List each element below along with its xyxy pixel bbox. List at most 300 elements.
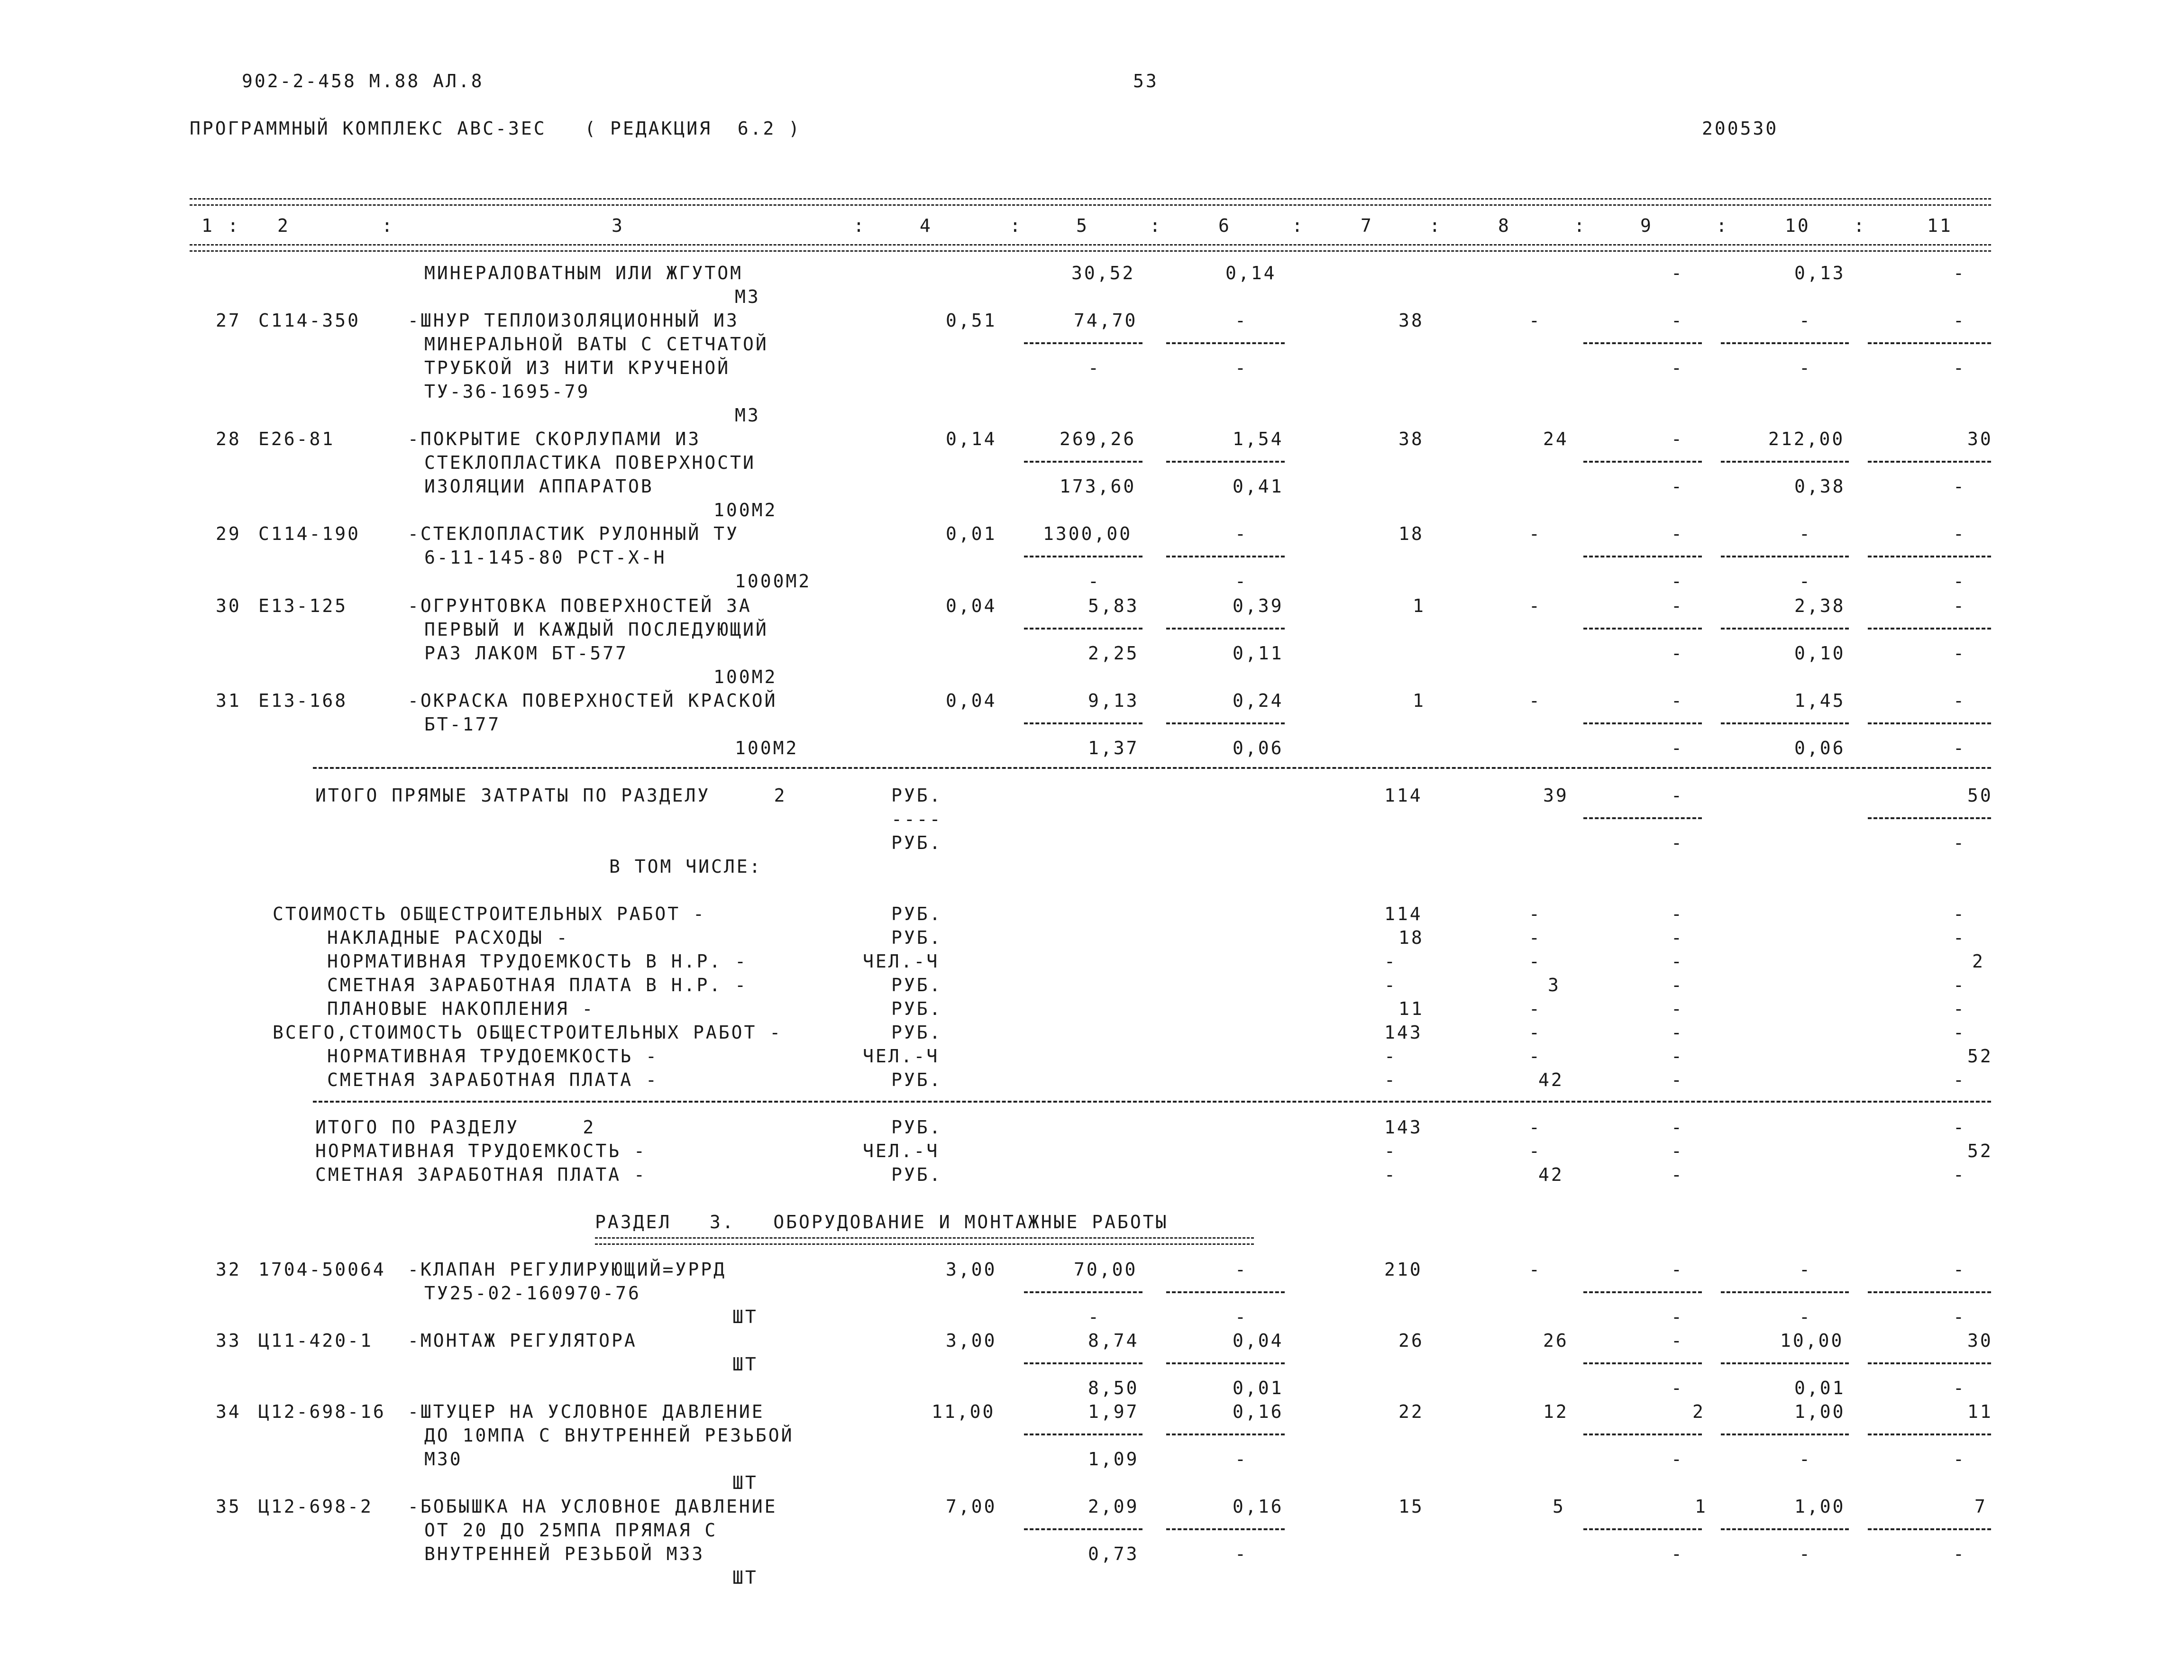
cell-divider bbox=[1583, 1362, 1702, 1364]
unit-of-measure: РУБ. bbox=[891, 927, 942, 948]
cell-col11: - bbox=[1953, 1069, 1966, 1090]
cell-col6: 0,14 bbox=[1225, 263, 1277, 283]
item-description: -ШНУР ТЕПЛОИЗОЛЯЦИОННЫЙ ИЗ bbox=[408, 310, 739, 331]
column-header: 5 bbox=[1076, 215, 1089, 236]
item-description: ДО 10МПА С ВНУТРЕННЕЙ РЕЗЬБОЙ bbox=[424, 1425, 794, 1446]
document-code: 200530 bbox=[1702, 118, 1779, 139]
cell-col10: 10,00 bbox=[1780, 1330, 1844, 1351]
cell-col6: - bbox=[1235, 1449, 1248, 1470]
cell-col10: 1,00 bbox=[1794, 1401, 1846, 1422]
column-separator: : bbox=[228, 215, 240, 236]
cell-col8: - bbox=[1529, 904, 1542, 924]
cell-col9: - bbox=[1671, 1378, 1684, 1398]
cell-col6: - bbox=[1235, 357, 1248, 378]
cell-col10: 0,38 bbox=[1794, 476, 1846, 497]
total-label: ИТОГО ПРЯМЫЕ ЗАТРАТЫ ПО РАЗДЕЛУ 2 bbox=[315, 785, 787, 806]
cell-divider bbox=[1868, 556, 1991, 557]
cell-col7: 114 bbox=[1384, 785, 1423, 806]
quantity: 7,00 bbox=[946, 1496, 997, 1517]
summary-label: ВСЕГО,СТОИМОСТЬ ОБЩЕСТРОИТЕЛЬНЫХ РАБОТ - bbox=[273, 1022, 783, 1043]
cell-col9: - bbox=[1671, 476, 1684, 497]
section-title: РАЗДЕЛ 3. ОБОРУДОВАНИЕ И МОНТАЖНЫЕ РАБОТЫ bbox=[595, 1212, 1169, 1233]
cell-divider bbox=[1721, 556, 1849, 557]
item-description: -КЛАПАН РЕГУЛИРУЮЩИЙ=УРРД bbox=[408, 1259, 726, 1280]
column-header: 9 bbox=[1640, 215, 1653, 236]
item-description: ТРУБКОЙ ИЗ НИТИ КРУЧЕНОЙ bbox=[424, 357, 731, 378]
cell-col7: 18 bbox=[1398, 523, 1424, 544]
cell-col6: 1,54 bbox=[1233, 429, 1284, 449]
cell-col10: - bbox=[1799, 1543, 1812, 1564]
item-description: -БОБЫШКА НА УСЛОВНОЕ ДАВЛЕНИЕ bbox=[408, 1496, 777, 1517]
header-bottom-rule bbox=[190, 244, 1991, 252]
cell-divider bbox=[1583, 1433, 1702, 1435]
cell-col9: - bbox=[1671, 429, 1684, 449]
cell-divider bbox=[1868, 1433, 1991, 1435]
column-separator: : bbox=[1574, 215, 1587, 236]
summary-label: ИТОГО ПО РАЗДЕЛУ 2 bbox=[315, 1117, 596, 1138]
cell-divider bbox=[1868, 628, 1991, 630]
cell-divider bbox=[1721, 722, 1849, 724]
summary-label: НОРМАТИВНАЯ ТРУДОЕМКОСТЬ - bbox=[327, 1046, 658, 1067]
quantity: 11,00 bbox=[932, 1401, 996, 1422]
cell-col7: 1 bbox=[1413, 595, 1426, 616]
column-separator: : bbox=[382, 215, 394, 236]
quantity: 3,00 bbox=[946, 1259, 997, 1280]
cell-col7: 38 bbox=[1398, 310, 1424, 331]
cell-col11: - bbox=[1953, 1306, 1966, 1327]
cell-col9: - bbox=[1671, 263, 1684, 283]
cell-col11: - bbox=[1953, 643, 1966, 664]
unit-of-measure: РУБ. bbox=[891, 1117, 942, 1138]
quantity: 0,04 bbox=[946, 690, 997, 711]
cell-col10: 0,10 bbox=[1794, 643, 1846, 664]
unit-of-measure: 100М2 bbox=[735, 738, 799, 758]
price-code: Ц12-698-16 bbox=[258, 1401, 386, 1422]
item-description: -ШТУЦЕР НА УСЛОВНОЕ ДАВЛЕНИЕ bbox=[408, 1401, 765, 1422]
cell-col9: - bbox=[1671, 1543, 1684, 1564]
cell-col9: - bbox=[1671, 571, 1684, 592]
cell-col6: - bbox=[1235, 1543, 1248, 1564]
cell-col11: 11 bbox=[1967, 1401, 1993, 1422]
cell-col9: - bbox=[1671, 1069, 1684, 1090]
doc-reference: 902-2-458 М.88 АЛ.8 bbox=[242, 71, 484, 91]
unit-of-measure: ШТ bbox=[732, 1306, 758, 1327]
cell-col8: - bbox=[1529, 595, 1542, 616]
cell-col9: - bbox=[1671, 1259, 1684, 1280]
cell-divider bbox=[1868, 1528, 1991, 1530]
summary-label: НАКЛАДНЫЕ РАСХОДЫ - bbox=[327, 927, 569, 948]
cell-divider bbox=[1583, 1528, 1702, 1530]
cell-col8: - bbox=[1529, 523, 1542, 544]
cell-col8: - bbox=[1529, 1046, 1542, 1067]
cell-col8: - bbox=[1529, 951, 1542, 972]
item-description: МИНЕРАЛЬНОЙ ВАТЫ С СЕТЧАТОЙ bbox=[424, 334, 768, 355]
cell-col10: - bbox=[1799, 1259, 1812, 1280]
cell-col7: 143 bbox=[1384, 1022, 1423, 1043]
cell-col10: 1,45 bbox=[1794, 690, 1846, 711]
quantity: 0,04 bbox=[946, 595, 997, 616]
item-description: ТУ-36-1695-79 bbox=[424, 381, 590, 402]
column-header: 8 bbox=[1498, 215, 1511, 236]
cell-col11: - bbox=[1953, 263, 1966, 283]
unit-of-measure: ШТ bbox=[732, 1354, 758, 1375]
price-code: С114-190 bbox=[258, 523, 361, 544]
cell-col8: - bbox=[1529, 1022, 1542, 1043]
cell-col10: - bbox=[1799, 310, 1812, 331]
summary-label: ПЛАНОВЫЕ НАКОПЛЕНИЯ - bbox=[327, 998, 595, 1019]
cell-col11: - bbox=[1953, 523, 1966, 544]
row-number: 34 bbox=[216, 1401, 241, 1422]
cell-col5: 269,26 bbox=[1060, 429, 1136, 449]
cell-divider bbox=[1024, 722, 1142, 724]
cell-divider bbox=[1024, 342, 1142, 344]
item-description: -СТЕКЛОПЛАСТИК РУЛОННЫЙ ТУ bbox=[408, 523, 739, 544]
summary-label: НОРМАТИВНАЯ ТРУДОЕМКОСТЬ - bbox=[315, 1141, 647, 1161]
cell-divider bbox=[1024, 628, 1142, 630]
cell-divider bbox=[1583, 556, 1702, 557]
cell-col11: 30 bbox=[1967, 1330, 1993, 1351]
cell-col9: - bbox=[1671, 927, 1684, 948]
cell-divider bbox=[1721, 628, 1849, 630]
cell-col10: 0,06 bbox=[1794, 738, 1846, 758]
cell-divider bbox=[1583, 1291, 1702, 1293]
column-header: 6 bbox=[1218, 215, 1231, 236]
cell-col5: 2,25 bbox=[1088, 643, 1139, 664]
cell-col5: 0,73 bbox=[1088, 1543, 1139, 1564]
cell-col5: 1,09 bbox=[1088, 1449, 1139, 1470]
item-description: М30 bbox=[424, 1449, 463, 1470]
cell-col9: - bbox=[1671, 1141, 1684, 1161]
cell-divider bbox=[1721, 342, 1849, 344]
summary-label: НОРМАТИВНАЯ ТРУДОЕМКОСТЬ В Н.Р. - bbox=[327, 951, 748, 972]
row-number: 29 bbox=[216, 523, 241, 544]
cell-col8: 24 bbox=[1543, 429, 1569, 449]
cell-col9: - bbox=[1671, 951, 1684, 972]
cell-col7: 22 bbox=[1398, 1401, 1424, 1422]
cell-divider bbox=[1868, 1362, 1991, 1364]
cell-col9: - bbox=[1671, 832, 1684, 853]
cell-divider bbox=[1024, 1433, 1142, 1435]
column-separator: : bbox=[1292, 215, 1305, 236]
cell-col10: 0,13 bbox=[1794, 263, 1846, 283]
cell-divider bbox=[1024, 1362, 1142, 1364]
cell-divider bbox=[1868, 342, 1991, 344]
cell-col7: 114 bbox=[1384, 904, 1423, 924]
price-code: Ц12-698-2 bbox=[258, 1496, 373, 1517]
column-separator: : bbox=[1429, 215, 1442, 236]
cell-col6: 0,39 bbox=[1233, 595, 1284, 616]
item-description: МИНЕРАЛОВАТНЫМ ИЛИ ЖГУТОМ bbox=[424, 263, 743, 283]
cell-col5: 8,74 bbox=[1088, 1330, 1139, 1351]
cell-col11: - bbox=[1953, 1259, 1966, 1280]
item-description: -ОГРУНТОВКА ПОВЕРХНОСТЕЙ ЗА bbox=[408, 595, 752, 616]
cell-col9: - bbox=[1671, 1046, 1684, 1067]
cell-col9: - bbox=[1671, 1306, 1684, 1327]
cell-col7: - bbox=[1384, 1141, 1397, 1161]
cell-col11: - bbox=[1953, 310, 1966, 331]
unit-of-measure: РУБ. bbox=[891, 1022, 942, 1043]
column-header: 3 bbox=[612, 215, 624, 236]
cell-divider bbox=[1166, 1291, 1285, 1293]
cell-col10: - bbox=[1799, 1449, 1812, 1470]
item-description: ОТ 20 ДО 25МПА ПРЯМАЯ С bbox=[424, 1520, 718, 1541]
cell-col5: - bbox=[1088, 1306, 1101, 1327]
item-description: ПЕРВЫЙ И КАЖДЫЙ ПОСЛЕДУЮЩИЙ bbox=[424, 619, 768, 640]
cell-col7: - bbox=[1384, 1164, 1397, 1185]
cell-col8: - bbox=[1529, 1259, 1542, 1280]
cell-col8: - bbox=[1529, 1117, 1542, 1138]
item-description: ТУ25-02-160970-76 bbox=[424, 1283, 641, 1304]
cell-col9: - bbox=[1671, 690, 1684, 711]
item-description: ВНУТРЕННЕЙ РЕЗЬБОЙ М33 bbox=[424, 1543, 705, 1564]
cell-col6: 0,01 bbox=[1233, 1378, 1284, 1398]
row-number: 27 bbox=[216, 310, 241, 331]
unit-of-measure: РУБ. bbox=[891, 975, 942, 995]
cell-col7: - bbox=[1384, 1046, 1397, 1067]
dash-underline: ---- bbox=[891, 809, 942, 830]
section-title-underline bbox=[595, 1237, 1254, 1245]
cell-divider bbox=[1721, 1291, 1849, 1293]
cell-col8: - bbox=[1529, 690, 1542, 711]
unit-of-measure: РУБ. bbox=[891, 1164, 942, 1185]
cell-col5: 70,00 bbox=[1074, 1259, 1138, 1280]
cell-col9: - bbox=[1671, 310, 1684, 331]
cell-col11: - bbox=[1953, 1164, 1966, 1185]
cell-col6: - bbox=[1235, 1259, 1248, 1280]
cell-col5: - bbox=[1088, 357, 1101, 378]
summary-label: СМЕТНАЯ ЗАРАБОТНАЯ ПЛАТА В Н.Р. - bbox=[327, 975, 748, 995]
cell-col11: - bbox=[1953, 738, 1966, 758]
cell-col11: - bbox=[1953, 1378, 1966, 1398]
cell-divider bbox=[1166, 1528, 1285, 1530]
cell-col9: - bbox=[1671, 1117, 1684, 1138]
cell-col5: 1,97 bbox=[1088, 1401, 1139, 1422]
cell-col9: - bbox=[1671, 998, 1684, 1019]
summary-label: СТОИМОСТЬ ОБЩЕСТРОИТЕЛЬНЫХ РАБОТ - bbox=[273, 904, 706, 924]
item-description: 6-11-145-80 РСТ-Х-Н bbox=[424, 547, 667, 568]
cell-col5: 5,83 bbox=[1088, 595, 1139, 616]
cell-col7: 26 bbox=[1398, 1330, 1424, 1351]
item-description: -ОКРАСКА ПОВЕРХНОСТЕЙ КРАСКОЙ bbox=[408, 690, 777, 711]
cell-col10: 1,00 bbox=[1794, 1496, 1846, 1517]
row-number: 30 bbox=[216, 595, 241, 616]
cell-col6: 0,24 bbox=[1233, 690, 1284, 711]
row-number: 32 bbox=[216, 1259, 241, 1280]
item-description: СТЕКЛОПЛАСТИКА ПОВЕРХНОСТИ bbox=[424, 452, 756, 473]
column-header: 1 bbox=[201, 215, 214, 236]
cell-divider bbox=[1166, 1433, 1285, 1435]
cell-col5: 1300,00 bbox=[1043, 523, 1133, 544]
cell-col7: 11 bbox=[1398, 998, 1424, 1019]
cell-col5: 173,60 bbox=[1060, 476, 1136, 497]
quantity: 3,00 bbox=[946, 1330, 997, 1351]
cell-col8: - bbox=[1529, 310, 1542, 331]
column-header: 11 bbox=[1927, 215, 1953, 236]
cell-col5: 9,13 bbox=[1088, 690, 1139, 711]
cell-col5: 8,50 bbox=[1088, 1378, 1139, 1398]
column-separator: : bbox=[853, 215, 866, 236]
cell-col5: 2,09 bbox=[1088, 1496, 1139, 1517]
cell-col8: 26 bbox=[1543, 1330, 1569, 1351]
cell-col6: - bbox=[1235, 571, 1248, 592]
cell-col10: - bbox=[1799, 571, 1812, 592]
cell-col10: 2,38 bbox=[1794, 595, 1846, 616]
cell-divider bbox=[1721, 461, 1849, 463]
cell-col11: - bbox=[1953, 904, 1966, 924]
cell-divider bbox=[1166, 1362, 1285, 1364]
cell-col5: - bbox=[1088, 571, 1101, 592]
column-header: 4 bbox=[920, 215, 932, 236]
section-rule bbox=[313, 1101, 1991, 1103]
cell-col9: - bbox=[1671, 785, 1684, 806]
cell-col11: - bbox=[1953, 476, 1966, 497]
cell-divider bbox=[1024, 556, 1142, 557]
item-description: БТ-177 bbox=[424, 714, 501, 735]
column-separator: : bbox=[1716, 215, 1729, 236]
cell-col8: 12 bbox=[1543, 1401, 1569, 1422]
cell-col6: - bbox=[1235, 1306, 1248, 1327]
cell-col9: - bbox=[1671, 357, 1684, 378]
cell-col11: 52 bbox=[1967, 1141, 1993, 1161]
cell-col9: - bbox=[1671, 1164, 1684, 1185]
column-separator: : bbox=[1150, 215, 1162, 236]
summary-label: СМЕТНАЯ ЗАРАБОТНАЯ ПЛАТА - bbox=[327, 1069, 658, 1090]
cell-col9: - bbox=[1671, 738, 1684, 758]
page-number: 53 bbox=[1133, 71, 1159, 91]
cell-col11: - bbox=[1953, 595, 1966, 616]
cell-col7: - bbox=[1384, 975, 1397, 995]
table-top-rule bbox=[190, 198, 1991, 206]
quantity: 0,01 bbox=[946, 523, 997, 544]
cell-col9: - bbox=[1671, 523, 1684, 544]
cell-col11: - bbox=[1953, 975, 1966, 995]
cell-col9: - bbox=[1671, 643, 1684, 664]
quantity: 0,14 bbox=[946, 429, 997, 449]
cell-col5: 74,70 bbox=[1074, 310, 1138, 331]
unit-of-measure: 100М2 bbox=[713, 500, 777, 520]
cell-divider bbox=[1166, 628, 1285, 630]
cell-col11: - bbox=[1953, 998, 1966, 1019]
unit-of-measure: РУБ. bbox=[891, 904, 942, 924]
unit-of-measure: 1000М2 bbox=[735, 571, 812, 592]
unit-of-measure: ЧЕЛ.-Ч bbox=[863, 951, 940, 972]
cell-col9: - bbox=[1671, 1022, 1684, 1043]
price-code: 1704-50064 bbox=[258, 1259, 386, 1280]
cell-col7: 143 bbox=[1384, 1117, 1423, 1138]
cell-col8: - bbox=[1529, 927, 1542, 948]
cell-col11: - bbox=[1953, 1117, 1966, 1138]
program-title: ПРОГРАММНЫЙ КОМПЛЕКС АВС-3ЕС ( РЕДАКЦИЯ 6.2 ) bbox=[190, 118, 802, 139]
cell-col6: - bbox=[1235, 310, 1248, 331]
cell-col11: 2 bbox=[1972, 951, 1985, 972]
cell-divider bbox=[1166, 342, 1285, 344]
cell-col10: - bbox=[1799, 357, 1812, 378]
cell-col8: 3 bbox=[1548, 975, 1561, 995]
cell-col11: 30 bbox=[1967, 429, 1993, 449]
cell-divider bbox=[1024, 461, 1142, 463]
unit-of-measure: РУБ. bbox=[891, 785, 942, 806]
cell-col7: 18 bbox=[1398, 927, 1424, 948]
item-description: -ПОКРЫТИЕ СКОРЛУПАМИ ИЗ bbox=[408, 429, 701, 449]
cell-divider bbox=[1166, 461, 1285, 463]
unit-of-measure: ЧЕЛ.-Ч bbox=[863, 1141, 940, 1161]
cell-col9: - bbox=[1671, 975, 1684, 995]
column-header: 7 bbox=[1361, 215, 1373, 236]
cell-col11: - bbox=[1953, 1022, 1966, 1043]
cell-col11: 50 bbox=[1967, 785, 1993, 806]
unit-of-measure: ШТ bbox=[732, 1472, 758, 1493]
cell-col7: 15 bbox=[1398, 1496, 1424, 1517]
price-code: Ц11-420-1 bbox=[258, 1330, 373, 1351]
cell-col6: 0,41 bbox=[1233, 476, 1284, 497]
unit-of-measure: ЧЕЛ.-Ч bbox=[863, 1046, 940, 1067]
cell-col9: - bbox=[1671, 904, 1684, 924]
price-code: Е13-125 bbox=[258, 595, 348, 616]
cell-divider bbox=[1868, 722, 1991, 724]
cell-col6: 0,16 bbox=[1233, 1496, 1284, 1517]
item-description: ИЗОЛЯЦИИ АППАРАТОВ bbox=[424, 476, 654, 497]
unit-of-measure: РУБ. bbox=[891, 832, 942, 853]
item-description: -МОНТАЖ РЕГУЛЯТОРА bbox=[408, 1330, 637, 1351]
cell-col9: 2 bbox=[1692, 1401, 1705, 1422]
cell-divider bbox=[1583, 817, 1702, 819]
cell-col10: 212,00 bbox=[1768, 429, 1845, 449]
cell-col9: - bbox=[1671, 1330, 1684, 1351]
unit-of-measure: М3 bbox=[735, 405, 760, 426]
cell-divider bbox=[1583, 722, 1702, 724]
cell-col9: - bbox=[1671, 1449, 1684, 1470]
cell-col10: - bbox=[1799, 1306, 1812, 1327]
cell-col5: 1,37 bbox=[1088, 738, 1139, 758]
unit-of-measure: РУБ. bbox=[891, 998, 942, 1019]
cell-divider bbox=[1868, 1291, 1991, 1293]
unit-of-measure: 100М2 bbox=[713, 667, 777, 687]
section-rule bbox=[313, 767, 1991, 769]
cell-divider bbox=[1166, 722, 1285, 724]
row-number: 33 bbox=[216, 1330, 241, 1351]
cell-col8: - bbox=[1529, 1141, 1542, 1161]
summary-label: СМЕТНАЯ ЗАРАБОТНАЯ ПЛАТА - bbox=[315, 1164, 647, 1185]
cell-divider bbox=[1868, 817, 1991, 819]
quantity: 0,51 bbox=[946, 310, 997, 331]
cell-col8: 42 bbox=[1538, 1069, 1564, 1090]
cell-divider bbox=[1583, 342, 1702, 344]
cell-col6: 0,16 bbox=[1233, 1401, 1284, 1422]
cell-col7: - bbox=[1384, 951, 1397, 972]
cell-col11: 52 bbox=[1967, 1046, 1993, 1067]
row-number: 28 bbox=[216, 429, 241, 449]
cell-col11: - bbox=[1953, 571, 1966, 592]
cell-col11: - bbox=[1953, 832, 1966, 853]
cell-col11: - bbox=[1953, 357, 1966, 378]
cell-col9: 1 bbox=[1695, 1496, 1708, 1517]
item-description: РАЗ ЛАКОМ БТ-577 bbox=[424, 643, 629, 664]
cell-divider bbox=[1024, 1291, 1142, 1293]
cell-col8: - bbox=[1529, 998, 1542, 1019]
cell-col11: - bbox=[1953, 1449, 1966, 1470]
column-header: 2 bbox=[277, 215, 290, 236]
cell-col5: 30,52 bbox=[1071, 263, 1135, 283]
column-separator: : bbox=[1854, 215, 1866, 236]
cell-divider bbox=[1868, 461, 1991, 463]
row-number: 35 bbox=[216, 1496, 241, 1517]
row-number: 31 bbox=[216, 690, 241, 711]
cell-col6: 0,04 bbox=[1233, 1330, 1284, 1351]
cell-col7: 1 bbox=[1413, 690, 1426, 711]
cell-col6: 0,06 bbox=[1233, 738, 1284, 758]
cell-divider bbox=[1721, 1528, 1849, 1530]
cell-col6: 0,11 bbox=[1233, 643, 1284, 664]
